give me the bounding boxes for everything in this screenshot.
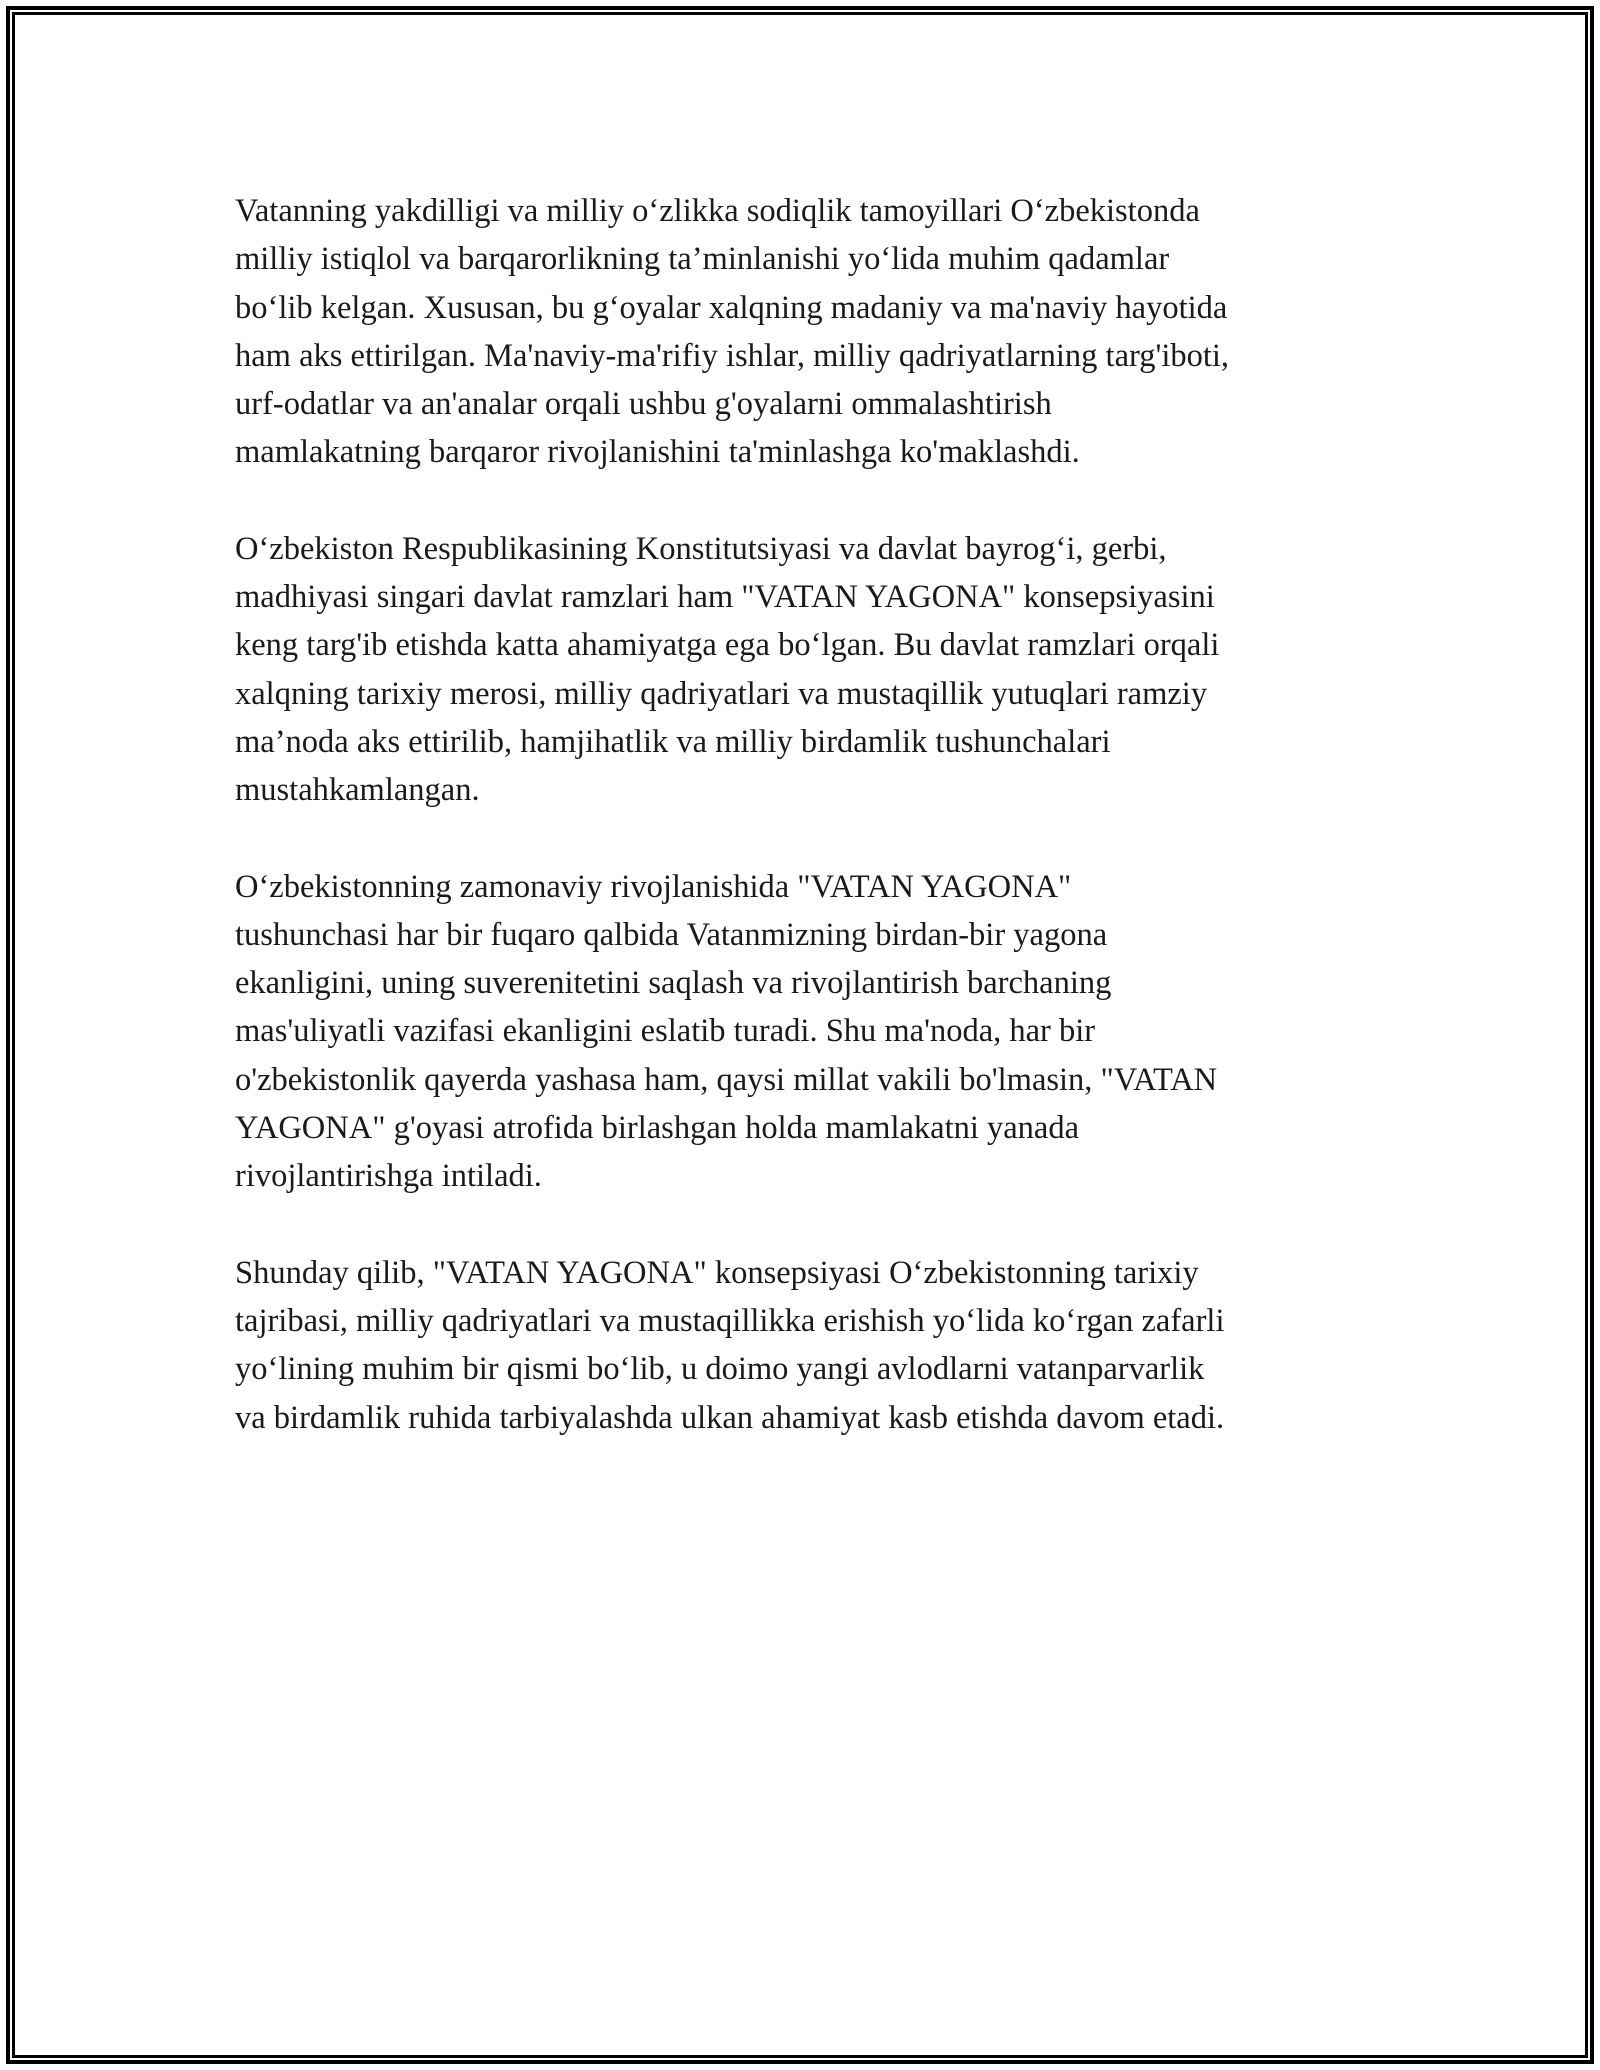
paragraph-4: Shunday qilib, "VATAN YAGONA" konsepsiyasi Oʻzbekistonning tarixiy tajribasi, milliy qadriyatlari va mustaqillikka erishish yoʻlida koʻrgan zafarli yoʻlining muhim bir qismi boʻlib, u doimo yangi avlodlarni vatanparvarlik va birdamlik ruhida tarbiyalashda ulkan ahamiyat kasb etishda davom etadi.	[235, 1254, 1225, 1436]
paragraph-2: Oʻzbekiston Respublikasining Konstitutsiyasi va davlat bayrogʻi, gerbi, madhiyasi singari davlat ramzlari ham "VATAN YAGONA" konsepsiyasini keng targ'ib etishda katta ahamiyatga ega boʻlgan. Bu davlat ramzlari orqali xalqning tarixiy merosi, milliy qadriyatlari va mustaqillik yutuqlari ramziy ma’noda aks ettirilib, hamjihatlik va milliy birdamlik tushunchalari mustahkamlangan.	[235, 530, 1220, 809]
paragraph-3: Oʻzbekistonning zamonaviy rivojlanishida "VATAN YAGONA" tushunchasi har bir fuqaro qalbida Vatanmizning birdan-bir yagona ekanligini, uning suverenitetini saqlash va rivojlantirish barchaning mas'uliyatli vazifasi ekanligini eslatib turadi. Shu ma'noda, har bir o'zbekistonlik qayerda yashasa ham, qaysi millat vakili bo'lmasin, "VATAN YAGONA" g'oyasi atrofida birlashgan holda mamlakatni yanada rivojlantirishga intiladi.	[235, 868, 1218, 1195]
document-body	[235, 187, 1365, 1490]
paragraph-1: Vatanning yakdilligi va milliy oʻzlikka sodiqlik tamoyillari Oʻzbekistonda milliy istiqlol va barqarorlikning ta’minlanishi yoʻlida muhim qadamlar boʻlib kelgan. Xususan, bu gʻoyalar xalqning madaniy va ma'naviy hayotida ham aks ettirilgan. Ma'naviy-ma'rifiy ishlar, milliy qadriyatlarning targ'iboti, urf-odatlar va an'analar orqali ushbu g'oyalarni ommalashtirish mamlakatning barqaror rivojlanishini ta'minlashga ko'maklashdi.	[235, 193, 1230, 471]
